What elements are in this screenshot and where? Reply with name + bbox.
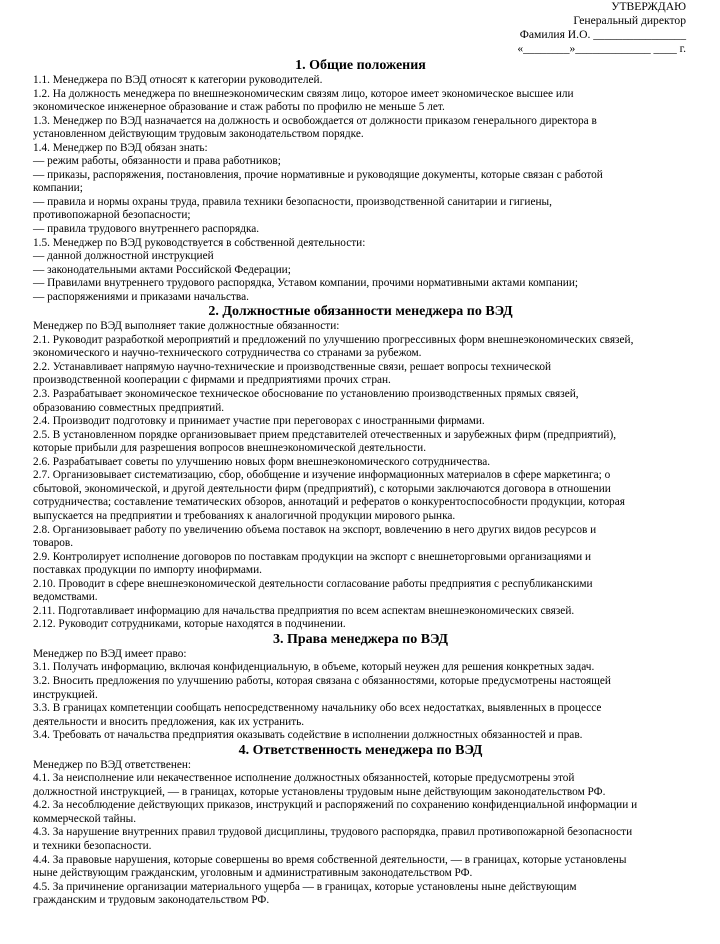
section-text-line: 3.1. Получать информацию, включая конфиденциальную, в объеме, который неужен для решения конкретных задач. [33, 661, 595, 674]
section-text-line: компании; [33, 182, 83, 195]
section-text-line: 1.2. На должность менеджера по внешнеэкономическим связям лицо, которое имеет экономическое высшее или [33, 87, 574, 100]
section-text-line: установленном действующим трудовым законодательством порядке. [33, 128, 364, 141]
approval-block [517, 0, 686, 56]
section-text-line: противопожарной безопасности; [33, 209, 191, 222]
section-text-line: — режим работы, обязанности и права работников; [33, 155, 281, 168]
section-text-line: выпускается на предприятии и требованиях к аналогичной продукции мирового рынка. [33, 509, 456, 522]
section-text-line: ныне действующим гражданским, уголовным и административным законодательством РФ. [33, 867, 473, 880]
section-heading: 3. Права менеджера по ВЭД [273, 631, 448, 647]
section-text-line: 2.10. Проводит в сфере внешнеэкономической деятельности согласование работы предприятия с республиканскими [33, 577, 593, 590]
section-text-line: инструкцией. [33, 688, 98, 701]
section-text-line: — распоряжениями и приказами начальства. [33, 290, 249, 303]
section-text-line: — законодательными актами Российской Федерации; [33, 263, 291, 276]
section-text-line: 3.3. В границах компетенции сообщать непосредственному начальнику обо всех недостатках, выявленных в процессе [33, 702, 602, 715]
section-text-line: 1.3. Менеджер по ВЭД назначается на должность и освобождается от должности приказом генерального директора в [33, 114, 597, 127]
section-text-line: ведомствами. [33, 591, 98, 604]
approval-name: Фамилия И.О. ________________ [519, 28, 686, 41]
section-text-line: экономическое инженерное образование и стаж работы по профилю не меньше 5 лет. [33, 101, 445, 114]
section-text-line: должностной инструкцией, — в границах, которые установлены трудовым ныне действующим законодательством РФ. [33, 785, 606, 798]
section-text-line: и техники безопасности. [33, 839, 152, 852]
section-text-line: которые прибыли для разрешения вопросов внешнеэкономической деятельности. [33, 442, 427, 455]
section-text-line: деятельности и вносить предложения, как их устранить. [33, 715, 305, 728]
section-text-line: гражданским и трудовым законодательством РФ. [33, 894, 270, 907]
section-text-line: 2.1. Руководит разработкой мероприятий и предложений по улучшению прогрессивных форм внешнеэкономических связей, [33, 333, 634, 346]
section-text-line: 2.11. Подготавливает информацию для начальства предприятия по всем аспектам внешнеэкономических связей. [33, 604, 575, 617]
section-text-line: Менеджер по ВЭД имеет право: [33, 647, 187, 660]
section-text-line: 4.2. За несоблюдение действующих приказов, инструкций и распоряжений по сохранению конфиденциальной информации и [33, 799, 638, 812]
section-text-line: 1.5. Менеджер по ВЭД руководствуется в собственной деятельности: [33, 236, 366, 249]
section-text-line: 3.4. Требовать от начальства предприятия оказывать содействие в исполнении должностных обязанностей и прав. [33, 729, 583, 742]
section-text-line: сбытовой, экономической, и другой деятельности фирм (предприятий), с которыми заключаются договора в отношении [33, 482, 611, 495]
section-text-line: сотрудничества; составление тематических обзоров, аннотаций и рефератов о конкурентоспособности продукции, которая [33, 496, 625, 509]
document-body [33, 58, 688, 908]
section-text-line: 2.8. Организовывает работу по увеличению объема поставок на экспорт, вовлечению в него других видов ресурсов и [33, 523, 597, 536]
section-text-line: товаров. [33, 537, 74, 550]
section-text-line: — приказы, распоряжения, постановления, прочие нормативные и руководящие документы, которые связан с работой [33, 168, 603, 181]
section-text-line: 4.5. За причинение организации материального ущерба — в границах, которые установлены ныне действующим [33, 880, 577, 893]
section-text-line: — данной должностной инструкцией [33, 250, 214, 263]
section-text-line: 4.1. За неисполнение или некачественное исполнение должностных обязанностей, которые предусмотрены этой [33, 772, 575, 785]
section-heading: 4. Ответственность менеджера по ВЭД [238, 742, 483, 758]
section-text-line: 1.1. Менеджера по ВЭД относят к категории руководителей. [33, 74, 323, 86]
section-text-line: — Правилами внутреннего трудового распорядка, Уставом компании, прочими нормативными актами компании; [33, 277, 579, 290]
section-text-line: — правила и нормы охраны труда, правила техники безопасности, производственной санитарии и гигиены, [33, 195, 552, 208]
approval-date: «________»_____________ ____ г. [517, 42, 686, 55]
section-heading: 1. Общие положения [295, 58, 426, 73]
section-text-line: коммерческой тайны. [33, 812, 137, 825]
section-text-line: производственной кооперации с фирмами и предприятиями прочих стран. [33, 374, 391, 387]
section-text-line: 2.6. Разрабатывает советы по улучшению новых форм внешнеэкономического сотрудничества. [33, 455, 491, 468]
approval-title: УТВЕРЖДАЮ [611, 0, 686, 13]
section-heading: 2. Должностные обязанности менеджера по ВЭД [208, 304, 513, 320]
approval-position: Генеральный директор [573, 14, 686, 27]
section-text-line: Менеджер по ВЭД выполняет такие должностные обязанности: [33, 320, 340, 333]
section-text-line: 2.9. Контролирует исполнение договоров по поставкам продукции на экспорт с внешнеторговыми организациями и [33, 550, 591, 563]
section-text-line: 2.3. Разрабатывает экономическое техническое обоснование по установлению производственных прямых связей, [33, 388, 579, 401]
section-text-line: поставках продукции по импорту инофирмами. [33, 564, 262, 577]
section-text-line: 2.2. Устанавливает напрямую научно-технические и производственные связи, решает вопросы технической [33, 360, 552, 373]
section-text-line: Менеджер по ВЭД ответственен: [33, 758, 192, 771]
section-text-line: 2.4. Производит подготовку и принимает участие при переговорах с иностранными фирмами. [33, 415, 485, 428]
section-text-line: экономического и научно-технического сотрудничества со странами за рубежом. [33, 347, 422, 360]
section-text-line: 3.2. Вносить предложения по улучшению работы, которая связана с обязанностями, которые предусмотрены настоящей [33, 674, 611, 687]
section-text-line: 4.3. За нарушение внутренних правил трудовой дисциплины, трудового распорядка, правил противопожарной безопасности [33, 826, 633, 839]
section-text-line: 1.4. Менеджер по ВЭД обязан знать: [33, 141, 208, 154]
section-text-line: 4.4. За правовые нарушения, которые совершены во время собственной деятельности, — в границах, которые установлены [33, 853, 627, 866]
section-text-line: — правила трудового внутреннего распорядка. [33, 223, 260, 236]
section-text-line: образованию совместных предприятий. [33, 401, 225, 414]
section-text-line: 2.7. Организовывает систематизацию, сбор, обобщение и изучение информационных материалов в сфере маркетинга; о [33, 469, 611, 482]
section-text-line: 2.5. В установленном порядке организовывает прием представителей отечественных и зарубежных фирм (предприятий), [33, 428, 617, 441]
section-text-line: 2.12. Руководит сотрудниками, которые находятся в подчинении. [33, 618, 346, 631]
